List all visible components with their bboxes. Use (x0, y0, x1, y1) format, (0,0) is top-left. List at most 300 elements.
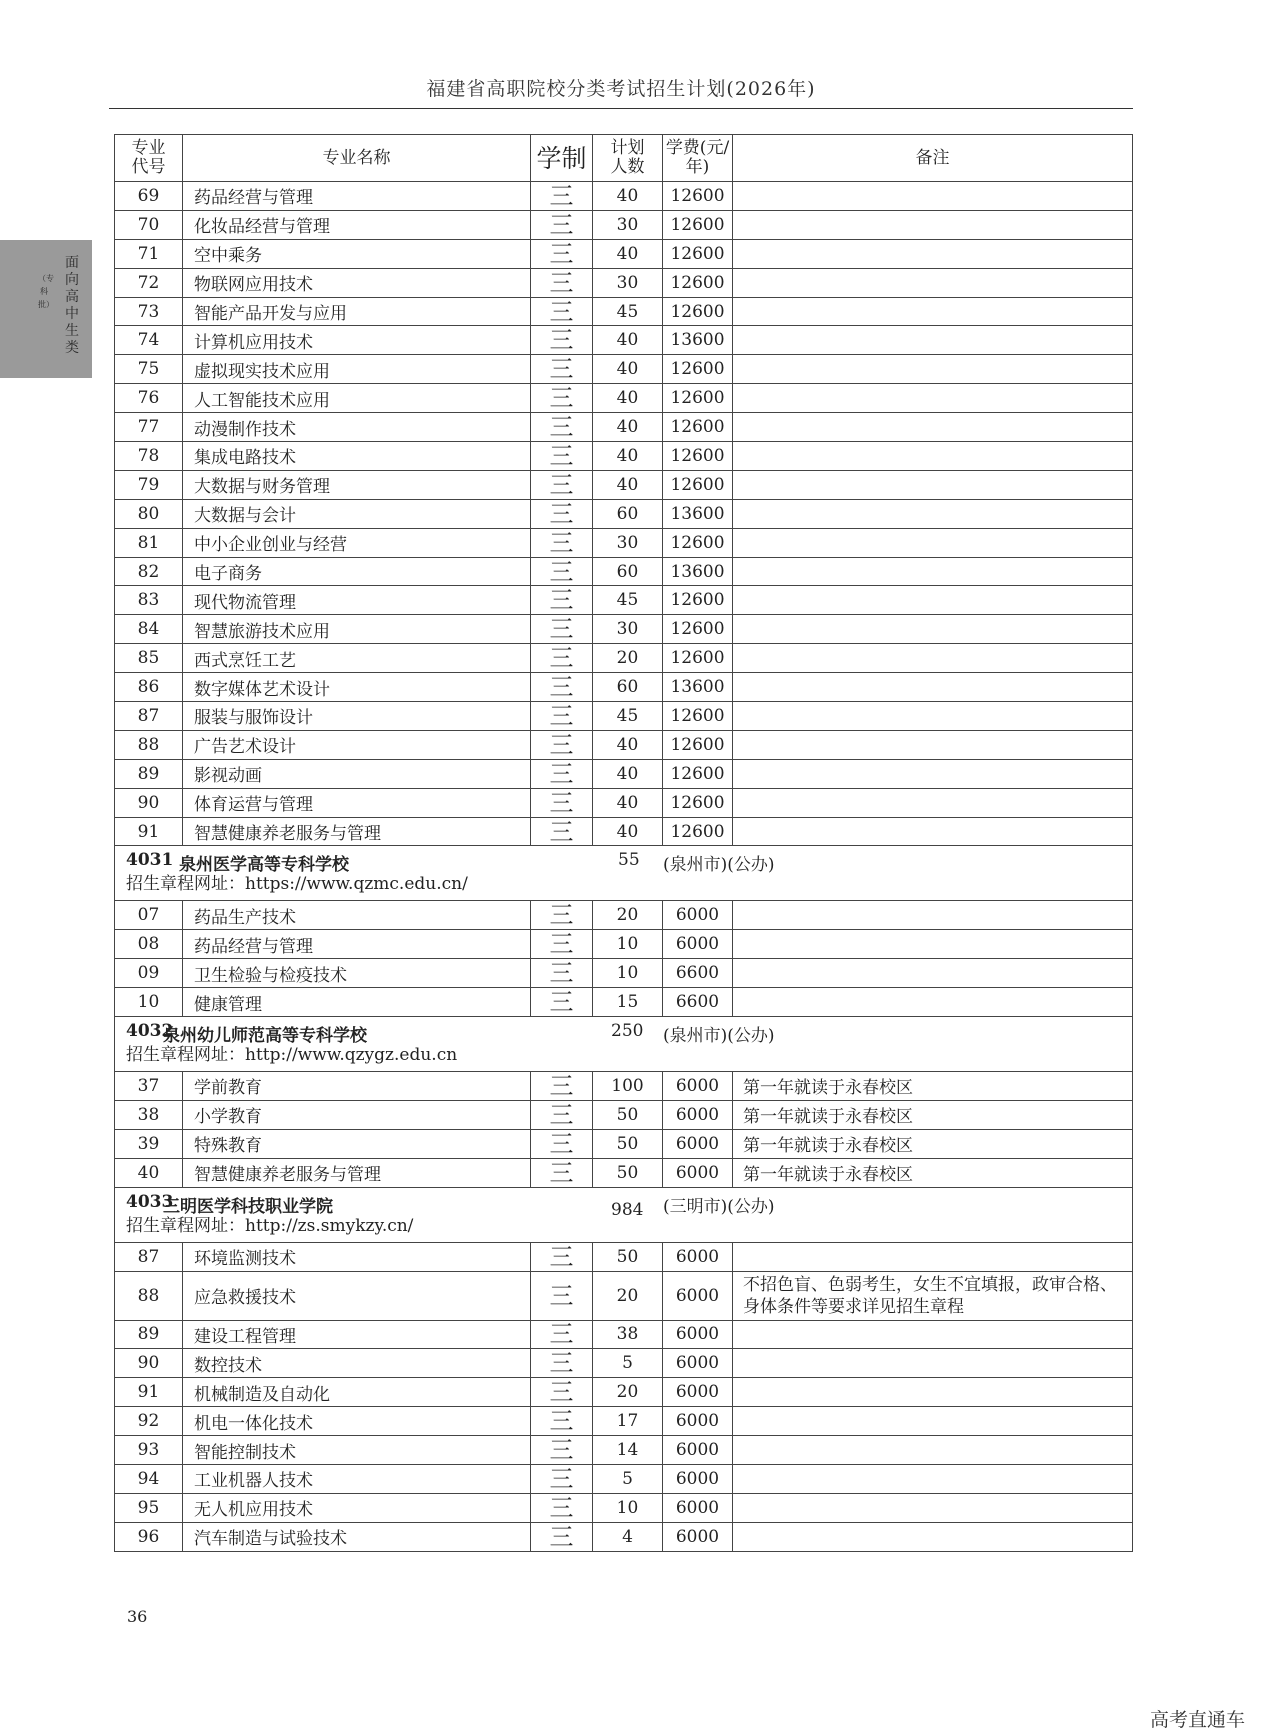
cell-plan: 40 (593, 788, 663, 817)
school-heading (115, 1017, 1132, 1047)
cell-name: 健康管理 (183, 988, 531, 1017)
cell-note (733, 1378, 1133, 1407)
cell-plan: 10 (593, 959, 663, 988)
cell-duration: 三 (531, 1100, 593, 1129)
cell-duration: 三 (531, 442, 593, 471)
cell-code: 77 (115, 413, 183, 442)
table-row (115, 615, 1133, 644)
cell-fee: 6000 (663, 1349, 733, 1378)
header-duration: 学制 (531, 135, 593, 182)
table-row (115, 1522, 1133, 1551)
cell-plan: 60 (593, 499, 663, 528)
cell-duration: 三 (531, 528, 593, 557)
cell-code: 93 (115, 1436, 183, 1465)
cell-fee: 12600 (663, 615, 733, 644)
cell-fee: 6000 (663, 1436, 733, 1465)
table-row (115, 1464, 1133, 1493)
cell-plan: 40 (593, 442, 663, 471)
cell-plan: 30 (593, 615, 663, 644)
cell-note (733, 615, 1133, 644)
table-row (115, 901, 1133, 930)
cell-plan: 40 (593, 355, 663, 384)
cell-code: 89 (115, 1320, 183, 1349)
cell-name: 智慧健康养老服务与管理 (183, 817, 531, 846)
table-row (115, 702, 1133, 731)
cell-name: 汽车制造与试验技术 (183, 1522, 531, 1551)
table-row (115, 1100, 1133, 1129)
cell-fee: 6000 (663, 1407, 733, 1436)
cell-name: 现代物流管理 (183, 586, 531, 615)
school-info: (泉州市)(公办) (663, 1026, 775, 1047)
cell-note (733, 239, 1133, 268)
cell-plan: 40 (593, 239, 663, 268)
school-row (115, 1187, 1133, 1242)
table-row (115, 1349, 1133, 1378)
cell-name: 服装与服饰设计 (183, 702, 531, 731)
cell-plan: 40 (593, 384, 663, 413)
cell-duration: 三 (531, 470, 593, 499)
cell-name: 动漫制作技术 (183, 413, 531, 442)
cell-note (733, 1436, 1133, 1465)
cell-note (733, 1493, 1133, 1522)
cell-note (733, 499, 1133, 528)
cell-plan: 10 (593, 930, 663, 959)
cell-plan: 50 (593, 1242, 663, 1271)
cell-fee: 6000 (663, 1129, 733, 1158)
header-note: 备注 (733, 135, 1133, 182)
cell-fee: 6000 (663, 1158, 733, 1187)
table-header-row (115, 135, 1133, 182)
cell-plan: 4 (593, 1522, 663, 1551)
cell-fee: 12600 (663, 384, 733, 413)
cell-code: 89 (115, 759, 183, 788)
header-rule (109, 108, 1133, 109)
cell-code: 71 (115, 239, 183, 268)
cell-duration: 三 (531, 1320, 593, 1349)
cell-fee: 12600 (663, 644, 733, 673)
cell-fee: 6000 (663, 1242, 733, 1271)
cell-code: 80 (115, 499, 183, 528)
cell-name: 人工智能技术应用 (183, 384, 531, 413)
cell-code: 74 (115, 326, 183, 355)
school-cell (115, 1017, 1133, 1072)
cell-duration: 三 (531, 326, 593, 355)
cell-fee: 6000 (663, 1072, 733, 1101)
cell-code: 37 (115, 1072, 183, 1101)
cell-fee: 6000 (663, 1320, 733, 1349)
cell-code: 96 (115, 1522, 183, 1551)
cell-duration: 三 (531, 788, 593, 817)
cell-duration: 三 (531, 644, 593, 673)
cell-code: 73 (115, 297, 183, 326)
cell-note (733, 442, 1133, 471)
cell-duration: 三 (531, 730, 593, 759)
cell-fee: 12600 (663, 210, 733, 239)
table-row (115, 384, 1133, 413)
cell-plan: 38 (593, 1320, 663, 1349)
cell-duration: 三 (531, 355, 593, 384)
cell-duration: 三 (531, 557, 593, 586)
school-info: (三明市)(公办) (663, 1196, 775, 1217)
cell-name: 数控技术 (183, 1349, 531, 1378)
cell-note (733, 1464, 1133, 1493)
school-heading (115, 846, 1132, 876)
table-row (115, 1271, 1133, 1320)
cell-name: 集成电路技术 (183, 442, 531, 471)
cell-name: 建设工程管理 (183, 1320, 531, 1349)
cell-plan: 45 (593, 702, 663, 731)
cell-note (733, 413, 1133, 442)
table-row (115, 1436, 1133, 1465)
cell-name: 工业机器人技术 (183, 1464, 531, 1493)
cell-code: 38 (115, 1100, 183, 1129)
cell-note: 不招色盲、色弱考生，女生不宜填报，政审合格、身体条件等要求详见招生章程 (733, 1271, 1133, 1320)
cell-duration: 三 (531, 1522, 593, 1551)
school-info: (泉州市)(公办) (663, 855, 775, 876)
cell-fee: 6000 (663, 1100, 733, 1129)
cell-note (733, 297, 1133, 326)
cell-plan: 50 (593, 1129, 663, 1158)
school-total: 55 (618, 850, 640, 871)
cell-name: 无人机应用技术 (183, 1493, 531, 1522)
cell-note: 第一年就读于永春校区 (733, 1072, 1133, 1101)
table-row (115, 442, 1133, 471)
school-name: 泉州医学高等专科学校 (179, 855, 349, 876)
cell-fee: 12600 (663, 788, 733, 817)
cell-name: 电子商务 (183, 557, 531, 586)
cell-note (733, 557, 1133, 586)
cell-code: 08 (115, 930, 183, 959)
cell-note (733, 1407, 1133, 1436)
cell-name: 化妆品经营与管理 (183, 210, 531, 239)
cell-duration: 三 (531, 930, 593, 959)
header-plan: 计划人数 (593, 135, 663, 182)
table-row (115, 182, 1133, 211)
cell-plan: 50 (593, 1100, 663, 1129)
cell-plan: 100 (593, 1072, 663, 1101)
school-total: 250 (611, 1021, 644, 1042)
cell-plan: 30 (593, 528, 663, 557)
cell-name: 大数据与会计 (183, 499, 531, 528)
cell-plan: 20 (593, 901, 663, 930)
cell-plan: 60 (593, 673, 663, 702)
cell-name: 数字媒体艺术设计 (183, 673, 531, 702)
cell-fee: 6000 (663, 930, 733, 959)
cell-fee: 13600 (663, 557, 733, 586)
cell-duration: 三 (531, 959, 593, 988)
table-row (115, 557, 1133, 586)
cell-duration: 三 (531, 297, 593, 326)
school-cell (115, 1187, 1133, 1242)
cell-code: 81 (115, 528, 183, 557)
cell-plan: 60 (593, 557, 663, 586)
cell-name: 西式烹饪工艺 (183, 644, 531, 673)
cell-code: 88 (115, 730, 183, 759)
cell-fee: 6000 (663, 901, 733, 930)
side-tab (0, 240, 92, 378)
cell-plan: 40 (593, 326, 663, 355)
table-row (115, 1129, 1133, 1158)
cell-fee: 12600 (663, 355, 733, 384)
cell-code: 72 (115, 268, 183, 297)
cell-note (733, 817, 1133, 846)
school-url: 招生章程网址：http://www.qzygz.edu.cn (126, 1045, 458, 1066)
cell-name: 机电一体化技术 (183, 1407, 531, 1436)
cell-name: 特殊教育 (183, 1129, 531, 1158)
cell-name: 智能控制技术 (183, 1436, 531, 1465)
cell-fee: 6600 (663, 959, 733, 988)
cell-duration: 三 (531, 1271, 593, 1320)
cell-note (733, 930, 1133, 959)
school-row (115, 846, 1133, 901)
cell-name: 智能产品开发与应用 (183, 297, 531, 326)
cell-note (733, 1320, 1133, 1349)
cell-name: 广告艺术设计 (183, 730, 531, 759)
cell-note (733, 355, 1133, 384)
cell-code: 90 (115, 1349, 183, 1378)
cell-duration: 三 (531, 182, 593, 211)
table-row (115, 817, 1133, 846)
cell-duration: 三 (531, 1129, 593, 1158)
cell-duration: 三 (531, 1349, 593, 1378)
cell-name: 小学教育 (183, 1100, 531, 1129)
cell-code: 86 (115, 673, 183, 702)
cell-note (733, 1349, 1133, 1378)
table-row (115, 268, 1133, 297)
cell-plan: 5 (593, 1349, 663, 1378)
cell-plan: 5 (593, 1464, 663, 1493)
cell-duration: 三 (531, 268, 593, 297)
table-row (115, 355, 1133, 384)
cell-fee: 13600 (663, 499, 733, 528)
cell-name: 空中乘务 (183, 239, 531, 268)
cell-code: 94 (115, 1464, 183, 1493)
enrollment-plan-table (114, 134, 1133, 1552)
table-row (115, 297, 1133, 326)
header-code: 专业代号 (115, 135, 183, 182)
cell-code: 91 (115, 817, 183, 846)
cell-note (733, 586, 1133, 615)
cell-plan: 40 (593, 817, 663, 846)
school-name: 泉州幼儿师范高等专科学校 (163, 1026, 367, 1047)
cell-name: 卫生检验与检疫技术 (183, 959, 531, 988)
cell-duration: 三 (531, 901, 593, 930)
cell-name: 药品经营与管理 (183, 930, 531, 959)
cell-name: 体育运营与管理 (183, 788, 531, 817)
table-row (115, 586, 1133, 615)
cell-fee: 6000 (663, 1522, 733, 1551)
table-row (115, 470, 1133, 499)
cell-duration: 三 (531, 239, 593, 268)
cell-name: 物联网应用技术 (183, 268, 531, 297)
cell-note (733, 702, 1133, 731)
cell-fee: 12600 (663, 268, 733, 297)
school-total: 984 (611, 1199, 644, 1220)
cell-duration: 三 (531, 413, 593, 442)
cell-plan: 40 (593, 759, 663, 788)
cell-fee: 6000 (663, 1378, 733, 1407)
cell-duration: 三 (531, 988, 593, 1017)
cell-duration: 三 (531, 817, 593, 846)
cell-duration: 三 (531, 1378, 593, 1407)
cell-code: 70 (115, 210, 183, 239)
cell-code: 88 (115, 1271, 183, 1320)
school-row (115, 1017, 1133, 1072)
header-name: 专业名称 (183, 135, 531, 182)
table-row (115, 759, 1133, 788)
table-row (115, 959, 1133, 988)
table-row (115, 788, 1133, 817)
side-tab-main-label: 面向高中生类 (65, 255, 79, 356)
cell-code: 83 (115, 586, 183, 615)
cell-name: 中小企业创业与经营 (183, 528, 531, 557)
cell-duration: 三 (531, 615, 593, 644)
cell-code: 75 (115, 355, 183, 384)
cell-plan: 45 (593, 586, 663, 615)
cell-code: 82 (115, 557, 183, 586)
cell-fee: 6000 (663, 1464, 733, 1493)
cell-fee: 12600 (663, 586, 733, 615)
cell-note (733, 326, 1133, 355)
cell-plan: 50 (593, 1158, 663, 1187)
cell-code: 69 (115, 182, 183, 211)
table-row (115, 239, 1133, 268)
cell-note (733, 528, 1133, 557)
cell-code: 10 (115, 988, 183, 1017)
table-row (115, 326, 1133, 355)
cell-plan: 20 (593, 1271, 663, 1320)
cell-duration: 三 (531, 586, 593, 615)
cell-duration: 三 (531, 702, 593, 731)
cell-name: 智慧健康养老服务与管理 (183, 1158, 531, 1187)
cell-code: 92 (115, 1407, 183, 1436)
cell-code: 09 (115, 959, 183, 988)
table-row (115, 1493, 1133, 1522)
cell-duration: 三 (531, 384, 593, 413)
cell-fee: 12600 (663, 528, 733, 557)
cell-code: 85 (115, 644, 183, 673)
cell-duration: 三 (531, 1158, 593, 1187)
table-row (115, 1072, 1133, 1101)
table-row (115, 1378, 1133, 1407)
table-row (115, 499, 1133, 528)
cell-note (733, 384, 1133, 413)
cell-name: 药品经营与管理 (183, 182, 531, 211)
cell-note (733, 988, 1133, 1017)
cell-name: 大数据与财务管理 (183, 470, 531, 499)
cell-plan: 15 (593, 988, 663, 1017)
cell-plan: 40 (593, 413, 663, 442)
cell-duration: 三 (531, 1493, 593, 1522)
cell-fee: 12600 (663, 442, 733, 471)
cell-code: 87 (115, 1242, 183, 1271)
school-heading (115, 1188, 1132, 1220)
side-tab-sub-label: （专科批） (38, 274, 54, 309)
cell-name: 药品生产技术 (183, 901, 531, 930)
cell-plan: 45 (593, 297, 663, 326)
school-cell (115, 846, 1133, 901)
cell-fee: 12600 (663, 470, 733, 499)
cell-code: 07 (115, 901, 183, 930)
cell-fee: 13600 (663, 326, 733, 355)
table-body (115, 182, 1133, 1552)
cell-plan: 20 (593, 644, 663, 673)
cell-name: 应急救援技术 (183, 1271, 531, 1320)
cell-note (733, 210, 1133, 239)
cell-plan: 30 (593, 210, 663, 239)
table-row (115, 644, 1133, 673)
table-row (115, 210, 1133, 239)
cell-fee: 6000 (663, 1493, 733, 1522)
cell-fee: 12600 (663, 239, 733, 268)
table-row (115, 730, 1133, 759)
cell-duration: 三 (531, 1464, 593, 1493)
cell-note (733, 901, 1133, 930)
cell-code: 78 (115, 442, 183, 471)
cell-fee: 12600 (663, 702, 733, 731)
cell-plan: 14 (593, 1436, 663, 1465)
table-row (115, 1320, 1133, 1349)
cell-note (733, 730, 1133, 759)
school-url: 招生章程网址：https://www.qzmc.edu.cn/ (126, 874, 468, 895)
cell-duration: 三 (531, 759, 593, 788)
cell-duration: 三 (531, 1072, 593, 1101)
cell-fee: 12600 (663, 413, 733, 442)
school-name: 三明医学科技职业学院 (163, 1196, 333, 1217)
cell-code: 90 (115, 788, 183, 817)
cell-duration: 三 (531, 210, 593, 239)
table-row (115, 1158, 1133, 1187)
page-number: 36 (127, 1607, 148, 1626)
cell-note (733, 1522, 1133, 1551)
table-row (115, 1242, 1133, 1271)
cell-note: 第一年就读于永春校区 (733, 1100, 1133, 1129)
cell-fee: 12600 (663, 730, 733, 759)
table-row (115, 930, 1133, 959)
school-code: 4032 (126, 1021, 174, 1042)
cell-name: 机械制造及自动化 (183, 1378, 531, 1407)
school-code: 4031 (126, 850, 174, 871)
cell-plan: 17 (593, 1407, 663, 1436)
cell-note (733, 759, 1133, 788)
cell-plan: 20 (593, 1378, 663, 1407)
cell-code: 40 (115, 1158, 183, 1187)
cell-duration: 三 (531, 1436, 593, 1465)
table-row (115, 413, 1133, 442)
cell-note (733, 959, 1133, 988)
cell-plan: 10 (593, 1493, 663, 1522)
cell-fee: 12600 (663, 759, 733, 788)
cell-note (733, 1242, 1133, 1271)
cell-code: 87 (115, 702, 183, 731)
cell-fee: 12600 (663, 817, 733, 846)
cell-code: 91 (115, 1378, 183, 1407)
cell-code: 84 (115, 615, 183, 644)
cell-note: 第一年就读于永春校区 (733, 1158, 1133, 1187)
cell-fee: 6000 (663, 1271, 733, 1320)
cell-plan: 40 (593, 730, 663, 759)
cell-fee: 6600 (663, 988, 733, 1017)
cell-duration: 三 (531, 1242, 593, 1271)
cell-note (733, 673, 1133, 702)
cell-fee: 12600 (663, 297, 733, 326)
school-url: 招生章程网址：http://zs.smykzy.cn/ (126, 1215, 414, 1236)
cell-name: 学前教育 (183, 1072, 531, 1101)
cell-name: 计算机应用技术 (183, 326, 531, 355)
page-header-title: 福建省高职院校分类考试招生计划(2026年) (426, 78, 816, 100)
school-code: 4033 (126, 1191, 174, 1212)
cell-duration: 三 (531, 673, 593, 702)
